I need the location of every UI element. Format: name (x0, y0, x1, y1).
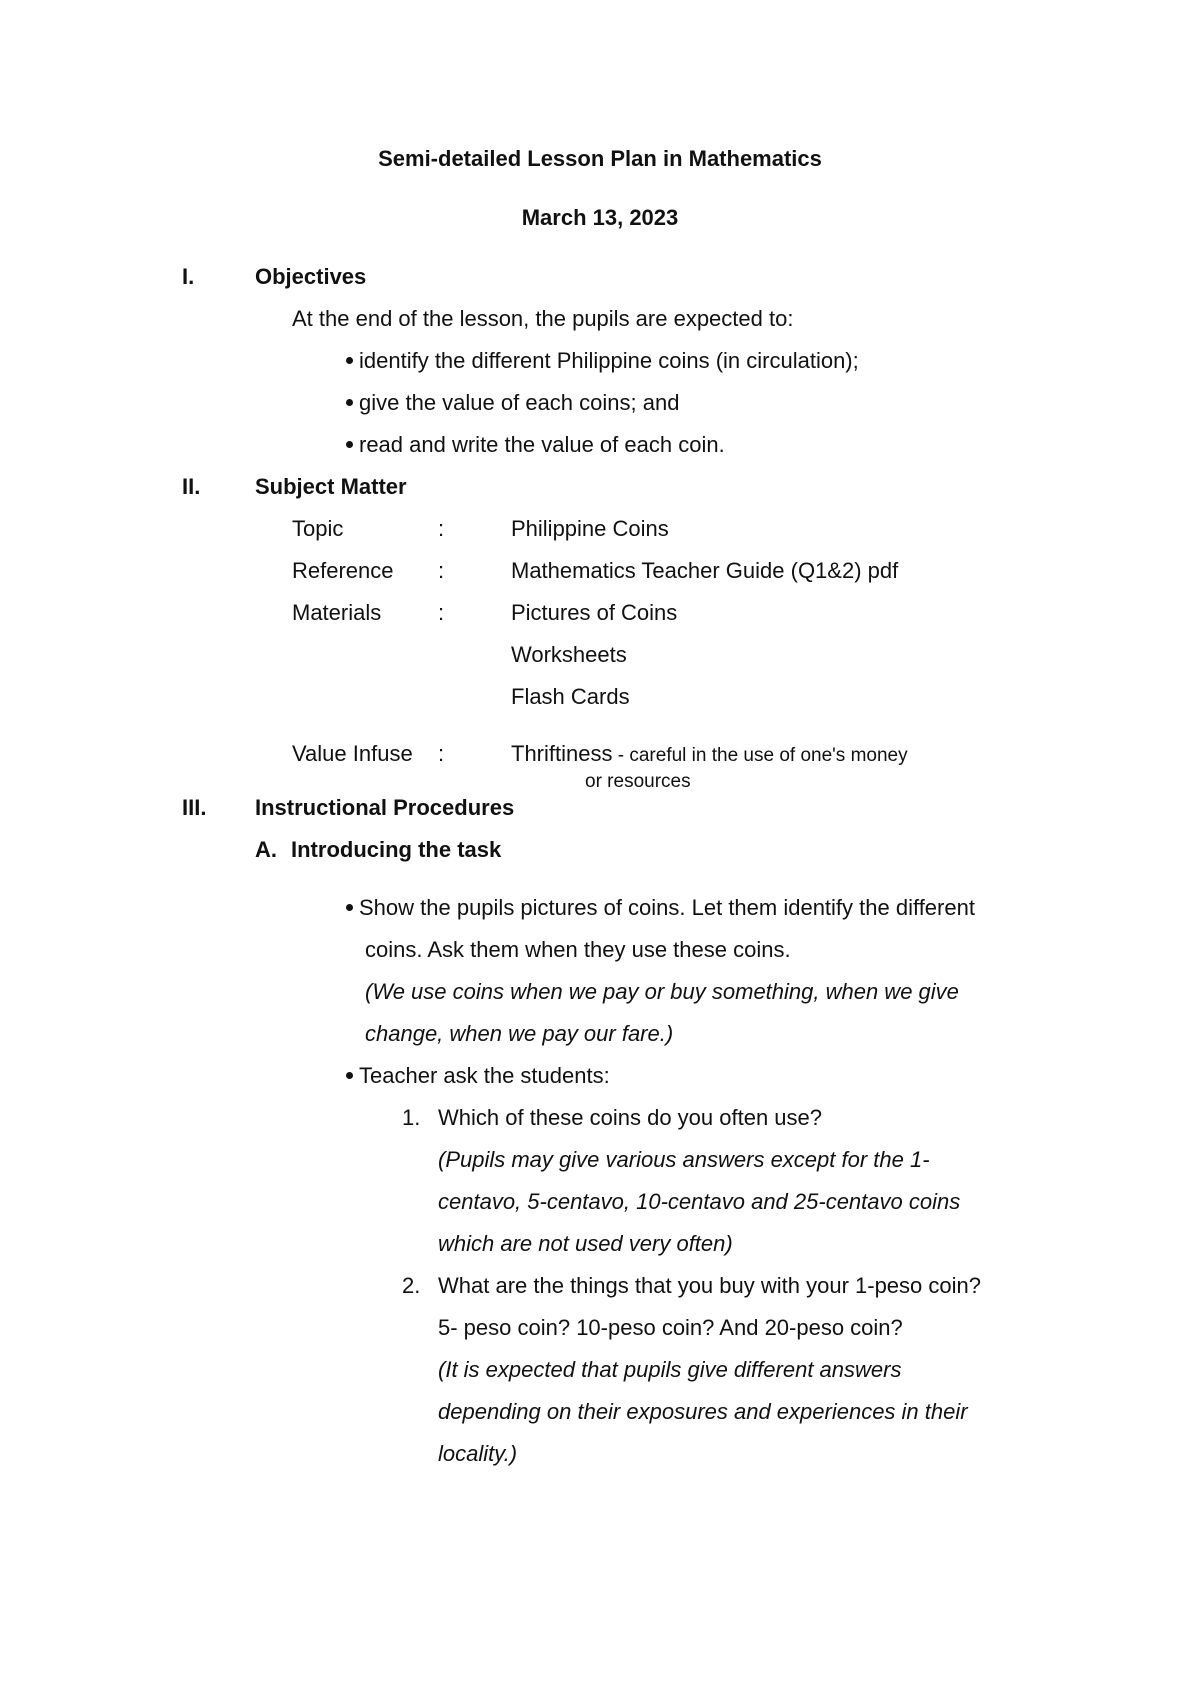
expected-answer: change, when we pay our fare.) (365, 1021, 674, 1046)
objective-item: give the value of each coins; and (346, 392, 679, 414)
reference-value: Mathematics Teacher Guide (Q1&2) pdf (511, 558, 899, 583)
bullet-icon (346, 904, 353, 911)
objective-item: read and write the value of each coin. (346, 434, 725, 456)
procedure-text: coins. Ask them when they use these coins. (365, 937, 791, 962)
expected-answer: centavo, 5-centavo, 10-centavo and 25-centavo coins (438, 1189, 961, 1214)
value-infuse-label: Value Infuse (292, 741, 413, 766)
topic-label: Topic (292, 516, 344, 541)
lesson-date: March 13, 2023 (521, 205, 679, 230)
section-numeral-subject-matter: II. (182, 474, 201, 499)
materials-value: Flash Cards (511, 684, 630, 709)
section-numeral-procedures: III. (182, 795, 207, 820)
subsection-heading: Introducing the task (291, 837, 502, 862)
section-heading-subject-matter: Subject Matter (255, 474, 407, 499)
expected-answer: depending on their exposures and experiences in their (438, 1399, 968, 1424)
value-infuse-description: or resources (585, 771, 691, 792)
page-title: Semi-detailed Lesson Plan in Mathematics (378, 146, 822, 171)
question-text: Which of these coins do you often use? (438, 1105, 823, 1130)
section-heading-procedures: Instructional Procedures (255, 795, 515, 820)
expected-answer: (Pupils may give various answers except for the 1- (438, 1147, 930, 1172)
separator: : (438, 516, 445, 541)
expected-answer: (We use coins when we pay or buy something, when we give (365, 979, 959, 1004)
expected-answer: which are not used very often) (438, 1231, 733, 1256)
procedure-bullet: Teacher ask the students: (346, 1065, 610, 1087)
question-text: 5- peso coin? 10-peso coin? And 20-peso coin? (438, 1315, 903, 1340)
materials-label: Materials (292, 600, 382, 625)
topic-value: Philippine Coins (511, 516, 669, 541)
separator: : (438, 600, 445, 625)
bullet-icon (346, 357, 353, 364)
question-number: 2. (402, 1273, 421, 1298)
value-infuse-value: Thriftiness - careful in the use of one's money (511, 741, 908, 766)
question-number: 1. (402, 1105, 421, 1130)
objectives-intro: At the end of the lesson, the pupils are expected to: (292, 306, 794, 331)
bullet-icon (346, 1072, 353, 1079)
objective-item: identify the different Philippine coins (in circulation); (346, 350, 859, 372)
question-text: What are the things that you buy with your 1-peso coin? (438, 1273, 981, 1298)
subsection-letter: A. (255, 837, 277, 862)
expected-answer: locality.) (438, 1441, 518, 1466)
materials-value: Worksheets (511, 642, 627, 667)
section-heading-objectives: Objectives (255, 264, 367, 289)
bullet-icon (346, 399, 353, 406)
separator: : (438, 558, 445, 583)
procedure-bullet: Show the pupils pictures of coins. Let them identify the different (346, 897, 975, 919)
bullet-icon (346, 441, 353, 448)
separator: : (438, 741, 445, 766)
section-numeral-objectives: I. (182, 264, 195, 289)
expected-answer: (It is expected that pupils give different answers (438, 1357, 902, 1382)
materials-value: Pictures of Coins (511, 600, 678, 625)
reference-label: Reference (292, 558, 394, 583)
